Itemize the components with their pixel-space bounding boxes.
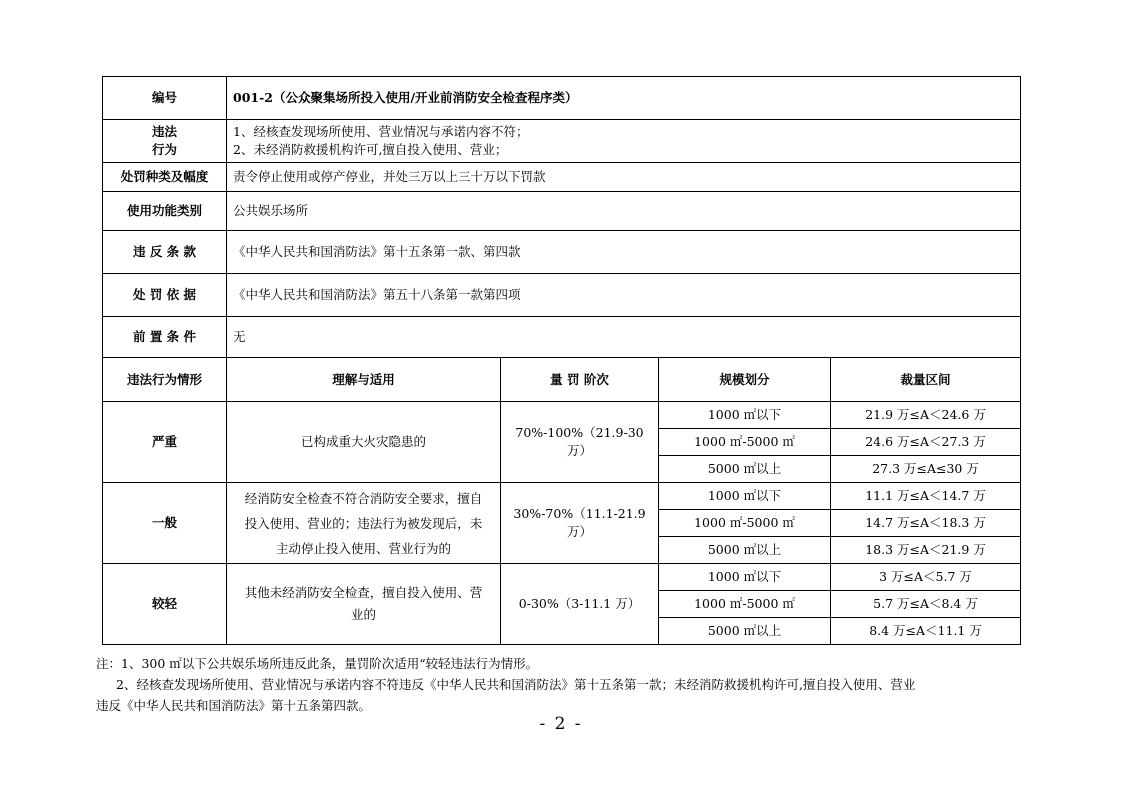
violation-value (227, 120, 1021, 163)
table-row (103, 564, 1021, 591)
scale-cell: 1000 ㎡-5000 ㎡ (659, 510, 831, 537)
table-row (103, 483, 1021, 510)
clause-row (103, 231, 1021, 274)
scale-cell: 1000 ㎡以下 (659, 402, 831, 429)
description-line: 经消防安全检查不符合消防安全要求，擅自 (244, 490, 483, 506)
range-cell: 8.4 万≤A＜11.1 万 (831, 618, 1021, 645)
description-line: 主动停止投入使用、营业行为的 (275, 540, 451, 556)
notes-section (96, 653, 1030, 716)
precondition-value: 无 (227, 317, 1021, 358)
basis-row (103, 274, 1021, 317)
scale-cell: 5000 ㎡以上 (659, 537, 831, 564)
scale-cell: 5000 ㎡以上 (659, 456, 831, 483)
violation-label (103, 120, 227, 163)
violation-label-line: 行为 (151, 142, 177, 157)
range-cell: 11.1 万≤A＜14.7 万 (831, 483, 1021, 510)
description-line: 业的 (350, 607, 376, 622)
description-cell: 已构成重大火灾隐患的 (227, 402, 501, 483)
penalty-table (102, 76, 1021, 645)
level-cell: 较轻 (103, 564, 227, 645)
range-cell: 21.9 万≤A＜24.6 万 (831, 402, 1021, 429)
header-cell-scale: 规模划分 (659, 358, 831, 402)
rate-cell: 70%-100%（21.9-30 万） (501, 402, 659, 483)
violation-item: 1、经核查发现场所使用、营业情况与承诺内容不符； (233, 124, 529, 139)
rate-cell: 30%-70%（11.1-21.9 万） (501, 483, 659, 564)
violation-label-line: 违法 (151, 124, 177, 139)
range-cell: 14.7 万≤A＜18.3 万 (831, 510, 1021, 537)
level-cell: 一般 (103, 483, 227, 564)
scale-cell: 5000 ㎡以上 (659, 618, 831, 645)
range-cell: 27.3 万≤A≤30 万 (831, 456, 1021, 483)
penalty-type-value: 责令停止使用或停产停业，并处三万以上三十万以下罚款 (227, 163, 1021, 192)
id-label: 编号 (103, 77, 227, 120)
description-cell (227, 483, 501, 564)
precondition-row (103, 317, 1021, 358)
header-cell-range: 裁量区间 (831, 358, 1021, 402)
violation-item: 2、未经消防救援机构许可,擅自投入使用、营业； (233, 142, 508, 157)
description-line: 投入使用、营业的；违法行为被发现后，未 (244, 515, 483, 531)
range-cell: 5.7 万≤A＜8.4 万 (831, 591, 1021, 618)
range-cell: 18.3 万≤A＜21.9 万 (831, 537, 1021, 564)
clause-label: 违 反 条 款 (103, 231, 227, 274)
header-cell-level: 违法行为情形 (103, 358, 227, 402)
usage-label: 使用功能类别 (103, 192, 227, 231)
range-cell: 3 万≤A＜5.7 万 (831, 564, 1021, 591)
note-line: 违反《中华人民共和国消防法》第十五条第四款。 (96, 698, 372, 713)
usage-row (103, 192, 1021, 231)
scale-cell: 1000 ㎡-5000 ㎡ (659, 591, 831, 618)
clause-value: 《中华人民共和国消防法》第十五条第一款、第四款 (227, 231, 1021, 274)
usage-value: 公共娱乐场所 (227, 192, 1021, 231)
grid-header-row (103, 358, 1021, 402)
basis-label: 处 罚 依 据 (103, 274, 227, 317)
penalty-type-row (103, 163, 1021, 192)
header-cell-description: 理解与适用 (227, 358, 501, 402)
id-value: 001-2（公众聚集场所投入使用/开业前消防安全检查程序类） (227, 77, 1021, 120)
description-line: 其他未经消防安全检查，擅自投入使用、营 (244, 585, 483, 600)
violation-row (103, 120, 1021, 163)
basis-value: 《中华人民共和国消防法》第五十八条第一款第四项 (227, 274, 1021, 317)
note-line: 2、经核查发现场所使用、营业情况与承诺内容不符违反《中华人民共和国消防法》第十五条第一款；未经消防救援机构许可,擅自投入使用、营业 (116, 677, 916, 692)
penalty-type-label: 处罚种类及幅度 (103, 163, 227, 192)
description-cell (227, 564, 501, 645)
scale-cell: 1000 ㎡以下 (659, 564, 831, 591)
scale-cell: 1000 ㎡-5000 ㎡ (659, 429, 831, 456)
id-row (103, 77, 1021, 120)
precondition-label: 前 置 条 件 (103, 317, 227, 358)
note-line: 注：1、300 ㎡以下公共娱乐场所违反此条，量罚阶次适用“较轻违法行为情形。 (96, 656, 539, 671)
header-cell-rate: 量 罚 阶次 (501, 358, 659, 402)
range-cell: 24.6 万≤A＜27.3 万 (831, 429, 1021, 456)
level-cell: 严重 (103, 402, 227, 483)
table-row (103, 402, 1021, 429)
page-number: - 2 - (539, 714, 583, 734)
rate-cell: 0-30%（3-11.1 万） (501, 564, 659, 645)
scale-cell: 1000 ㎡以下 (659, 483, 831, 510)
